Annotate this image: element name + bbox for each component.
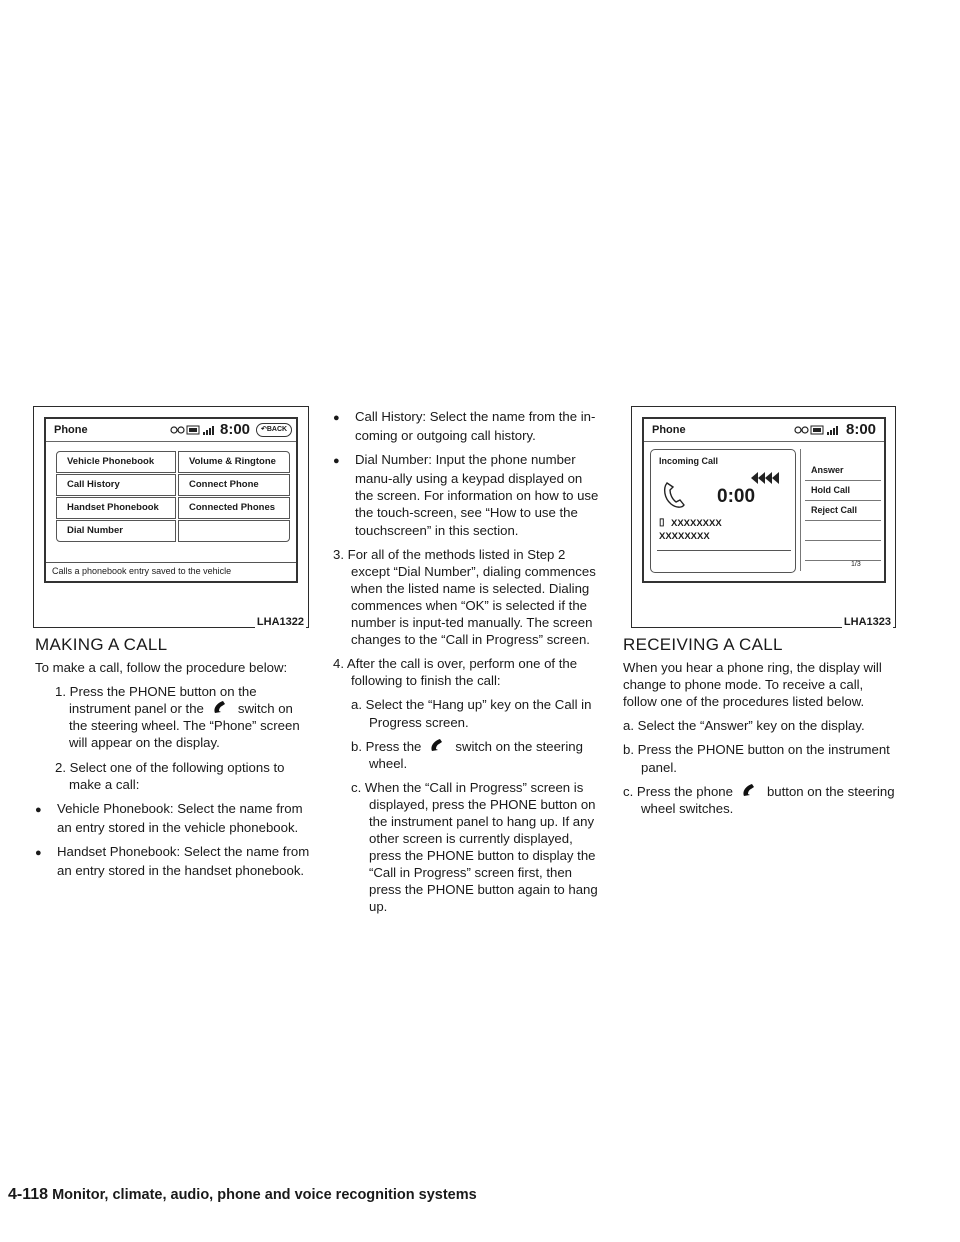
step-3: 3. For all of the methods listed in Step 2 except “Dial Number”, dialing commences when the listed name is selected. Dialing commences when “OK” is selected if the number is input-ted manually. The screen changes to the “Call in Progress” screen. [333, 546, 596, 648]
menu-call-history[interactable]: Call History [56, 474, 176, 496]
menu-handset-phonebook[interactable]: Handset Phonebook [56, 497, 176, 519]
sub-step-b-post: switch on the steering wheel. [369, 738, 583, 771]
page-indicator: 1/3 [851, 561, 861, 568]
bullet-text: Handset Phonebook: Select the name from an entry stored in the handset phonebook. [57, 843, 310, 879]
bullet-dot: ● [35, 803, 42, 816]
back-button-label: BACK [266, 426, 288, 433]
column-receiving-a-call [623, 636, 897, 824]
step-4: 4. After the call is over, perform one of the following to finish the call: [333, 656, 578, 689]
menu-vehicle-phonebook[interactable]: Vehicle Phonebook [56, 451, 176, 473]
page-footer [8, 1186, 477, 1204]
menu-connected-phones[interactable]: Connected Phones [178, 497, 290, 519]
step-2: 2. Select one of the following options to make a call: [55, 759, 285, 792]
screen-clock: 8:00 [846, 421, 877, 438]
caller-line1: XXXXXXXX [671, 518, 722, 529]
empty-option-1 [805, 521, 881, 541]
sub-step-b [333, 738, 603, 772]
heading-making-a-call: MAKING A CALL [35, 635, 168, 654]
screen-header [644, 419, 884, 442]
handset-icon [661, 480, 687, 510]
heading-receiving-a-call: RECEIVING A CALL [623, 635, 783, 654]
bullet-call-history [333, 408, 603, 444]
step-1-text-a: 1. Press the PHONE button on the instrument panel or the [55, 684, 257, 717]
step-1-text-b: switch on the steering wheel. The “Phone” screen will appear on the display. [69, 701, 300, 751]
bullet-dot: ● [333, 455, 340, 468]
sub-step-b-pre: b. Press the [351, 738, 422, 754]
call-timer: 0:00 [717, 486, 756, 507]
screen-header [46, 419, 296, 442]
phone-switch-icon [212, 700, 230, 714]
bullet-vehicle-phonebook [35, 800, 313, 836]
ringing-arrows-icon [751, 472, 781, 484]
divider [657, 550, 791, 551]
answer-option[interactable]: Answer [805, 461, 881, 481]
bullet-text: Dial Number: Input the phone number manu-ally using a keypad displayed on the screen. For information on how to use the touch-screen, see “How to use the touchscreen” in this section. [355, 452, 599, 538]
bullet-text: Call History: Select the name from the in-coming or outgoing call history. [355, 409, 596, 444]
bullet-handset-phonebook [35, 843, 313, 879]
back-button[interactable]: ↶BACK [256, 423, 292, 437]
bullet-text: Vehicle Phonebook: Select the name from an entry stored in the vehicle phonebook. [57, 800, 303, 835]
hold-call-option[interactable]: Hold Call [805, 481, 881, 501]
bullet-dial-number [333, 451, 603, 538]
menu-volume-ringtone[interactable]: Volume & Ringtone [178, 451, 290, 473]
screen-title: Phone [652, 424, 686, 436]
incoming-call-label: Incoming Call [659, 456, 719, 466]
figure-phone-menu [33, 406, 309, 628]
screen-title: Phone [54, 424, 88, 436]
menu-empty-slot [178, 520, 290, 542]
status-icons [794, 424, 842, 439]
screen-footer-hint: Calls a phonebook entry saved to the vehicle [46, 562, 296, 581]
incoming-call-screen [642, 417, 886, 583]
screen-clock: 8:00 [220, 421, 251, 438]
signal-battery-icon [170, 424, 218, 436]
section-title: Monitor, climate, audio, phone and voice recognition systems [52, 1187, 477, 1203]
step-1 [35, 683, 313, 751]
sub-step-c: c. When the “Call in Progress” screen is displayed, press the PHONE button on the instrument panel to hang up. If any other screen is currently displayed, press the PHONE button to display the “Call in Progress” screen first, then press the PHONE button again to hang up. [351, 779, 598, 915]
receive-step-c-post: button on the steering wheel switches. [641, 783, 895, 816]
menu-connect-phone[interactable]: Connect Phone [178, 474, 290, 496]
sub-step-a: a. Select the “Hang up” key on the Call in Progress screen. [351, 697, 592, 730]
call-info-panel [650, 449, 796, 573]
intro-receiving-a-call: When you hear a phone ring, the display will change to phone mode. To receive a call, follow one of the procedures listed below. [623, 660, 882, 710]
receive-step-a: a. Select the “Answer” key on the display. [623, 718, 865, 734]
caller-line2: XXXXXXXX [659, 531, 710, 542]
call-options-panel [800, 449, 883, 571]
page-number: 4-118 [8, 1186, 49, 1203]
empty-option-2 [805, 541, 881, 561]
receive-step-b: b. Press the PHONE button on the instrument panel. [623, 742, 890, 775]
bullet-dot: ● [333, 412, 340, 424]
column-making-a-call [35, 636, 313, 886]
signal-battery-icon [794, 424, 842, 436]
phone-menu-screen [44, 417, 298, 583]
caller-phone-icon: ▯ [659, 517, 665, 528]
receive-step-c [623, 783, 897, 817]
menu-dial-number[interactable]: Dial Number [56, 520, 176, 542]
intro-making-a-call: To make a call, follow the procedure below: [35, 660, 288, 676]
phone-switch-icon [741, 783, 759, 797]
status-icons [170, 424, 218, 439]
figure-label: LHA1323 [843, 616, 891, 628]
figure-incoming-call [631, 406, 896, 628]
figure-label: LHA1322 [256, 616, 304, 628]
reject-call-option[interactable]: Reject Call [805, 501, 881, 521]
phone-switch-icon [429, 738, 447, 752]
receive-step-c-pre: c. Press the phone [623, 783, 733, 799]
column-making-a-call-cont [333, 408, 603, 923]
bullet-dot: ● [35, 846, 42, 859]
